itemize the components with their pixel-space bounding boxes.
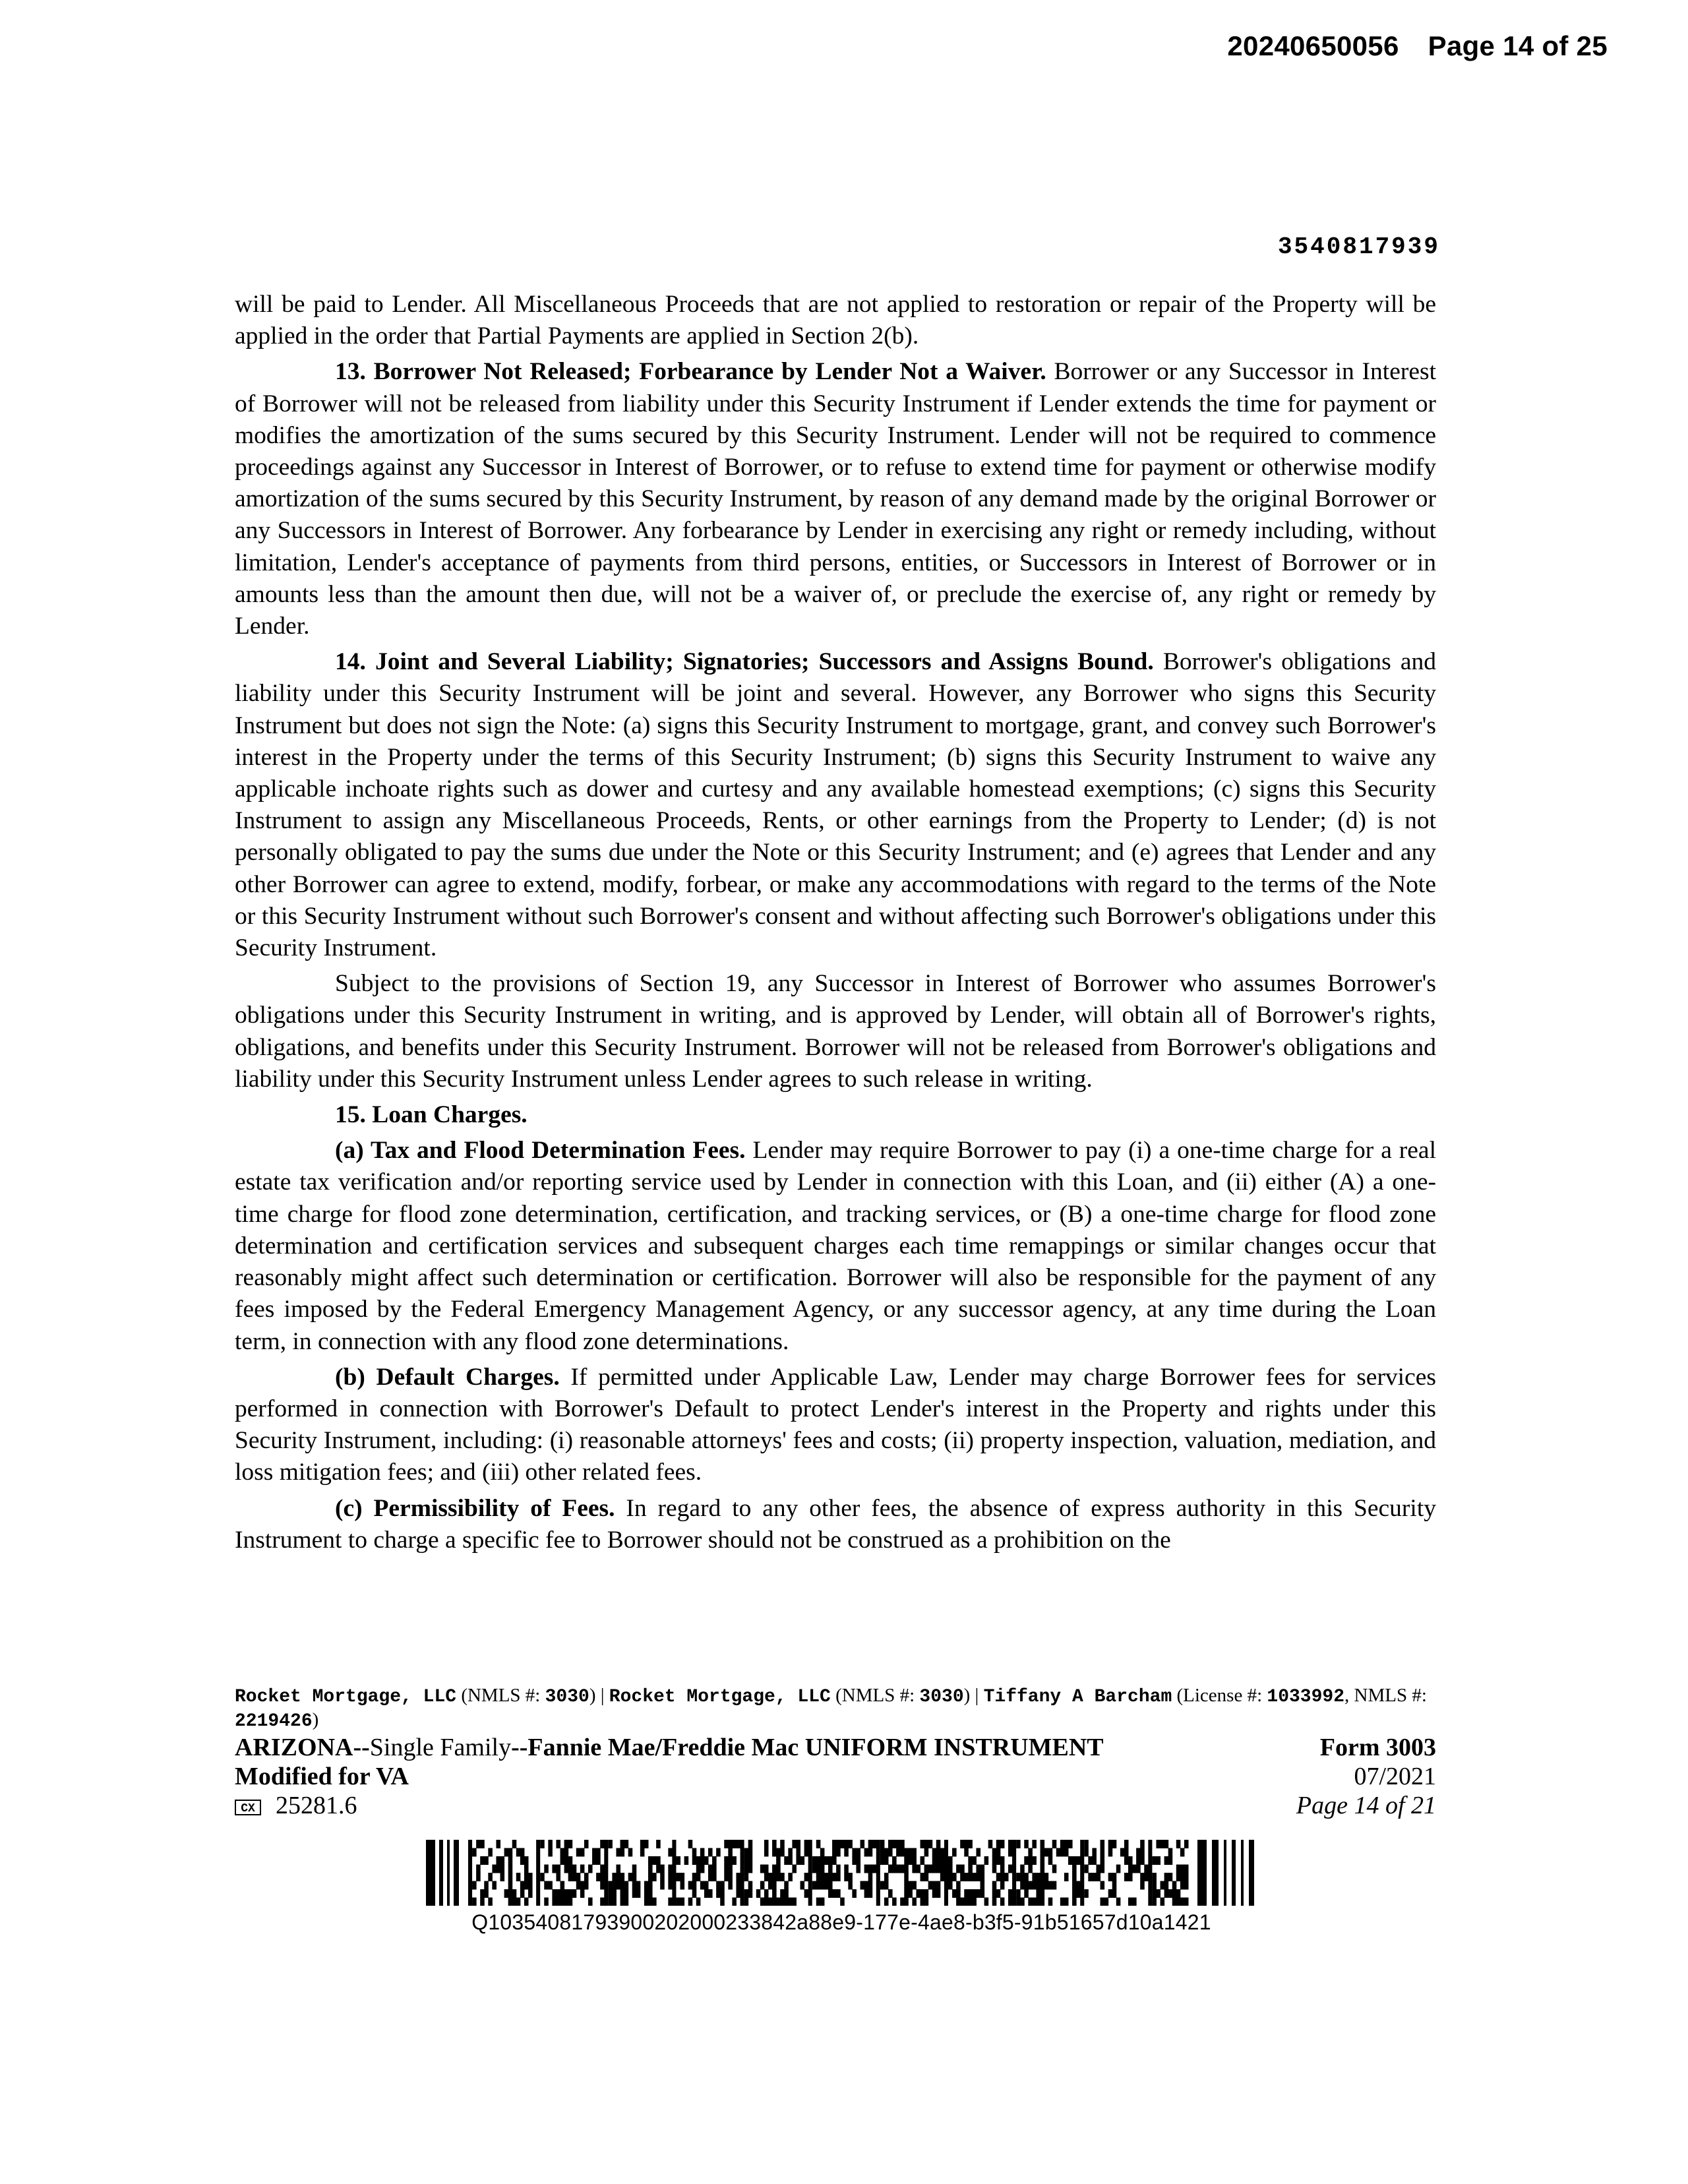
recording-page-label: Page 14 of 25 (1428, 30, 1608, 61)
section-15c (235, 1493, 1436, 1556)
loan-number: 3540817939 (1277, 233, 1440, 260)
instrument-name: --Fannie Mae/Freddie Mac UNIFORM INSTRUMENT (511, 1734, 1104, 1761)
form-number-wrap (1320, 1733, 1436, 1762)
section-13 (235, 356, 1436, 642)
section-14-paragraph-2: Subject to the provisions of Section 19, any Successor in Interest of Borrower who assumes Borrower's obligations under this Security Instrument in writing, and is approved by Lender, will obtain all of Borrower's rights, obligations, and benefits under this Security Instrument. Borrower will not be released from Borrower's obligations and liability under this Security Instrument unless Lender agrees to such release in writing. (235, 970, 1436, 1093)
section-15a (235, 1135, 1436, 1357)
section-13-heading: 13. Borrower Not Released; Forbearance by Lender Not a Waiver. (335, 358, 1046, 386)
nmls-label: (NMLS #: (456, 1685, 545, 1706)
recording-header (1227, 30, 1608, 62)
nmls-number: 3030 (919, 1687, 964, 1707)
section-15b-heading: (b) Default Charges. (335, 1363, 560, 1391)
form-code-row (235, 1791, 1436, 1820)
license-number: 1033992 (1267, 1687, 1345, 1707)
state-name: ARIZONA (235, 1734, 353, 1761)
recording-number: 20240650056 (1227, 30, 1399, 61)
nmls-number: 2219426 (235, 1711, 313, 1732)
form-title (235, 1733, 1104, 1762)
separator: ) | (589, 1685, 609, 1706)
barcode-image (426, 1840, 1257, 1906)
paren-close: ) (312, 1709, 319, 1730)
modified-wrap (235, 1762, 409, 1791)
section-15b-text: If permitted under Applicable Law, Lender may charge Borrower fees for services performed in connection with Borrower's Default to protect Lender's interest in the Property and rights under this Security Instrument, including: (i) reasonable attorneys' fees and costs; (ii) property inspection, valuation, mediation, and loss mitigation fees; and (iii) other related fees. (235, 1363, 1436, 1486)
section-15c-heading: (c) Permissibility of Fees. (335, 1494, 615, 1522)
lender-name-2: Rocket Mortgage, LLC (609, 1687, 831, 1707)
barcode-block (426, 1840, 1257, 1935)
lender-info-line (235, 1684, 1436, 1733)
lender-name-1: Rocket Mortgage, LLC (235, 1687, 457, 1707)
form-page-number: Page 14 of 21 (1296, 1792, 1436, 1819)
loan-originator: Tiffany A Barcham (983, 1687, 1172, 1707)
form-title-row (235, 1733, 1436, 1762)
section-15b (235, 1362, 1436, 1489)
section-14 (235, 646, 1436, 964)
form-date: 07/2021 (1354, 1763, 1436, 1790)
dash: -- (353, 1734, 370, 1761)
document-body (235, 289, 1436, 1560)
license-label: (License #: (1172, 1685, 1267, 1706)
section-15a-text: Lender may require Borrower to pay (i) a one-time charge for a real estate tax verification and/or reporting service used by Lender in connection with this Loan, and (ii) either (A) a one-time charge for flood zone determination, certification, and tracking services, or (B) a one-time charge for flood zone determination and certification services and subsequent charges each time remappings or similar changes occur that reasonably might affect such determination or certification. Borrower will also be responsible for the payment of any fees imposed by the Federal Emergency Management Agency, or any successor agency, at any time during the Loan term, in connection with any flood zone determinations. (235, 1137, 1436, 1355)
form-subtitle-row (235, 1762, 1436, 1791)
modified-note: Modified for VA (235, 1763, 409, 1790)
section-13-text: Borrower or any Successor in Interest of Borrower will not be released from liability under this Security Instrument if Lender extends the time for payment or modifies the amortization of the sums secured by this Security Instrument. Lender will not be required to commence proceedings against any Successor in Interest of Borrower, or to refuse to extend time for payment or otherwise modify amortization of the sums secured by this Security Instrument, by reason of any demand made by the original Borrower or any Successors in Interest of Borrower. Any forbearance by Lender in exercising any right or remedy including, without limitation, Lender's acceptance of payments from third persons, entities, or Successors in Interest of Borrower or in amounts less than the amount then due, will not be a waiver of, or preclude the exercise of, any right or remedy by Lender. (235, 358, 1436, 640)
section-15c-text: In regard to any other fees, the absence of express authority in this Security Instrument to charge a specific fee to Borrower should not be construed as a prohibition on the (235, 1494, 1436, 1554)
nmls-label: (NMLS #: (830, 1685, 920, 1706)
section-15a-heading: (a) Tax and Flood Determination Fees. (335, 1137, 746, 1165)
form-number: Form 3003 (1319, 1734, 1436, 1761)
property-type: Single Family (369, 1734, 512, 1761)
section-15-heading: 15. Loan Charges. (335, 1101, 528, 1129)
barcode-caption: Q10354081793900202000233842a88e9-177e-4ae8-b3f5-91b51657d10a1421 (471, 1910, 1211, 1934)
cx-logo-icon: CX (235, 1800, 261, 1815)
section-15 (235, 1099, 1436, 1131)
separator: ) | (963, 1685, 984, 1706)
nmls-label: , NMLS #: (1344, 1685, 1427, 1706)
doc-code: 25281.6 (276, 1792, 357, 1819)
document-footer (235, 1684, 1436, 1820)
section-14-heading: 14. Joint and Several Liability; Signatories; Successors and Assigns Bound. (335, 648, 1154, 676)
nmls-number: 3030 (545, 1687, 589, 1707)
section-14-text: Borrower's obligations and liability under this Security Instrument will be joint and several. However, any Borrower who signs this Security Instrument but does not sign the Note: (a) signs this Security Instrument to mortgage, grant, and convey such Borrower's interest in the Property under the terms of this Security Instrument; (b) signs this Security Instrument to waive any applicable inchoate rights such as dower and curtesy and any available homestead exemptions; (c) signs this Security Instrument to assign any Miscellaneous Proceeds, Rents, or other earnings from the Property to Lender; (d) is not personally obligated to pay the sums due under the Note or this Security Instrument; and (e) agrees that Lender and any other Borrower can agree to extend, modify, forbear, or make any accommodations with regard to the terms of the Note or this Security Instrument without such Borrower's consent and without affecting such Borrower's obligations under this Security Instrument. (235, 648, 1436, 962)
paragraph-continued: will be paid to Lender. All Miscellaneous Proceeds that are not applied to restoration or repair of the Property will be applied in the order that Partial Payments are applied in Section 2(b). (235, 291, 1436, 350)
doc-code-wrap (235, 1791, 357, 1820)
